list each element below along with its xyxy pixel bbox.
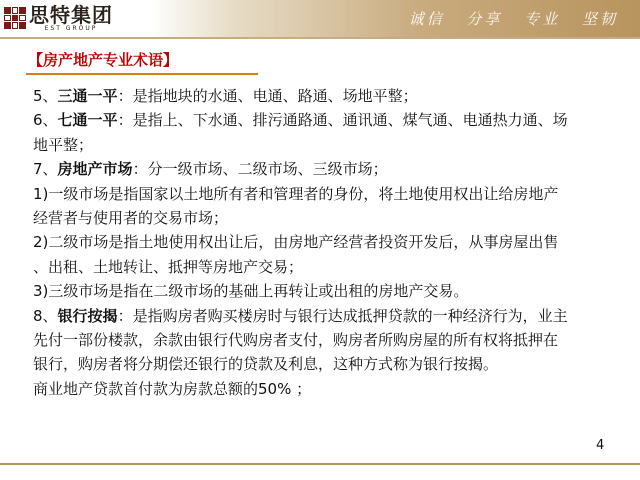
footer-divider — [0, 463, 640, 465]
down-payment-note: 商业地产贷款首付款为房款总额的50% ； — [33, 379, 312, 398]
logo-grid-icon — [4, 7, 26, 29]
header-banner — [0, 0, 640, 37]
company-logo — [4, 4, 113, 32]
market-3-line: 3)三级市场是指在二级市场的基础上再转让或出租的房地产交易。 — [33, 282, 469, 301]
term-name: 七通一平 — [57, 111, 118, 130]
market-1-line: 经营者与使用者的交易市场； — [33, 209, 229, 228]
section-title: 【房产地产专业术语】 — [28, 51, 179, 69]
term-item-8: 8、银行按揭：是指购房者购买楼房时与银行达成抵押贷款的一种经济行为，业主 — [33, 306, 568, 325]
term-item-6: 6、七通一平：是指上、下水通、排污通路通、通讯通、煤气通、电通热力通、场 — [33, 111, 568, 130]
term-item-5: 5、三通一平：是指地块的水通、电通、路通、场地平整； — [33, 87, 418, 105]
term-item-6-cont: 地平整； — [33, 135, 94, 154]
header-divider — [0, 37, 640, 39]
title-underline — [26, 73, 258, 75]
company-motto — [395, 8, 618, 29]
page-number: 4 — [596, 438, 605, 453]
term-item-8-cont: 银行，购房者将分期偿还银行的贷款及利息，这种方式称为银行按揭。 — [33, 355, 499, 374]
motto-word: 专业 — [524, 10, 561, 28]
market-2-line: 2)二级市场是指土地使用权出让后，由房地产经营者投资开发后，从事房屋出售 — [33, 233, 559, 252]
market-1-line: 1)一级市场是指国家以土地所有者和管理者的身份，将土地使用权出让给房地产 — [33, 184, 559, 203]
term-name: 银行按揭 — [57, 306, 118, 325]
motto-word: 坚韧 — [581, 10, 618, 28]
slide-content — [33, 84, 613, 401]
market-2-line: 、出租、土地转让、抵押等房地产交易； — [33, 257, 304, 276]
logo-english-name: EST GROUP — [44, 24, 98, 32]
motto-word: 分享 — [466, 10, 503, 28]
term-name: 三通一平 — [57, 87, 118, 105]
term-item-7: 7、房地产市场：分一级市场、二级市场、三级市场； — [33, 160, 388, 179]
term-name: 房地产市场 — [57, 160, 133, 179]
logo-chinese-name: 思特集团 — [29, 2, 113, 27]
motto-word: 诚信 — [408, 10, 445, 28]
term-item-8-cont: 先付一部份楼款，余款由银行代购房者支付，购房者所购房屋的所有权将抵押在 — [33, 331, 559, 350]
